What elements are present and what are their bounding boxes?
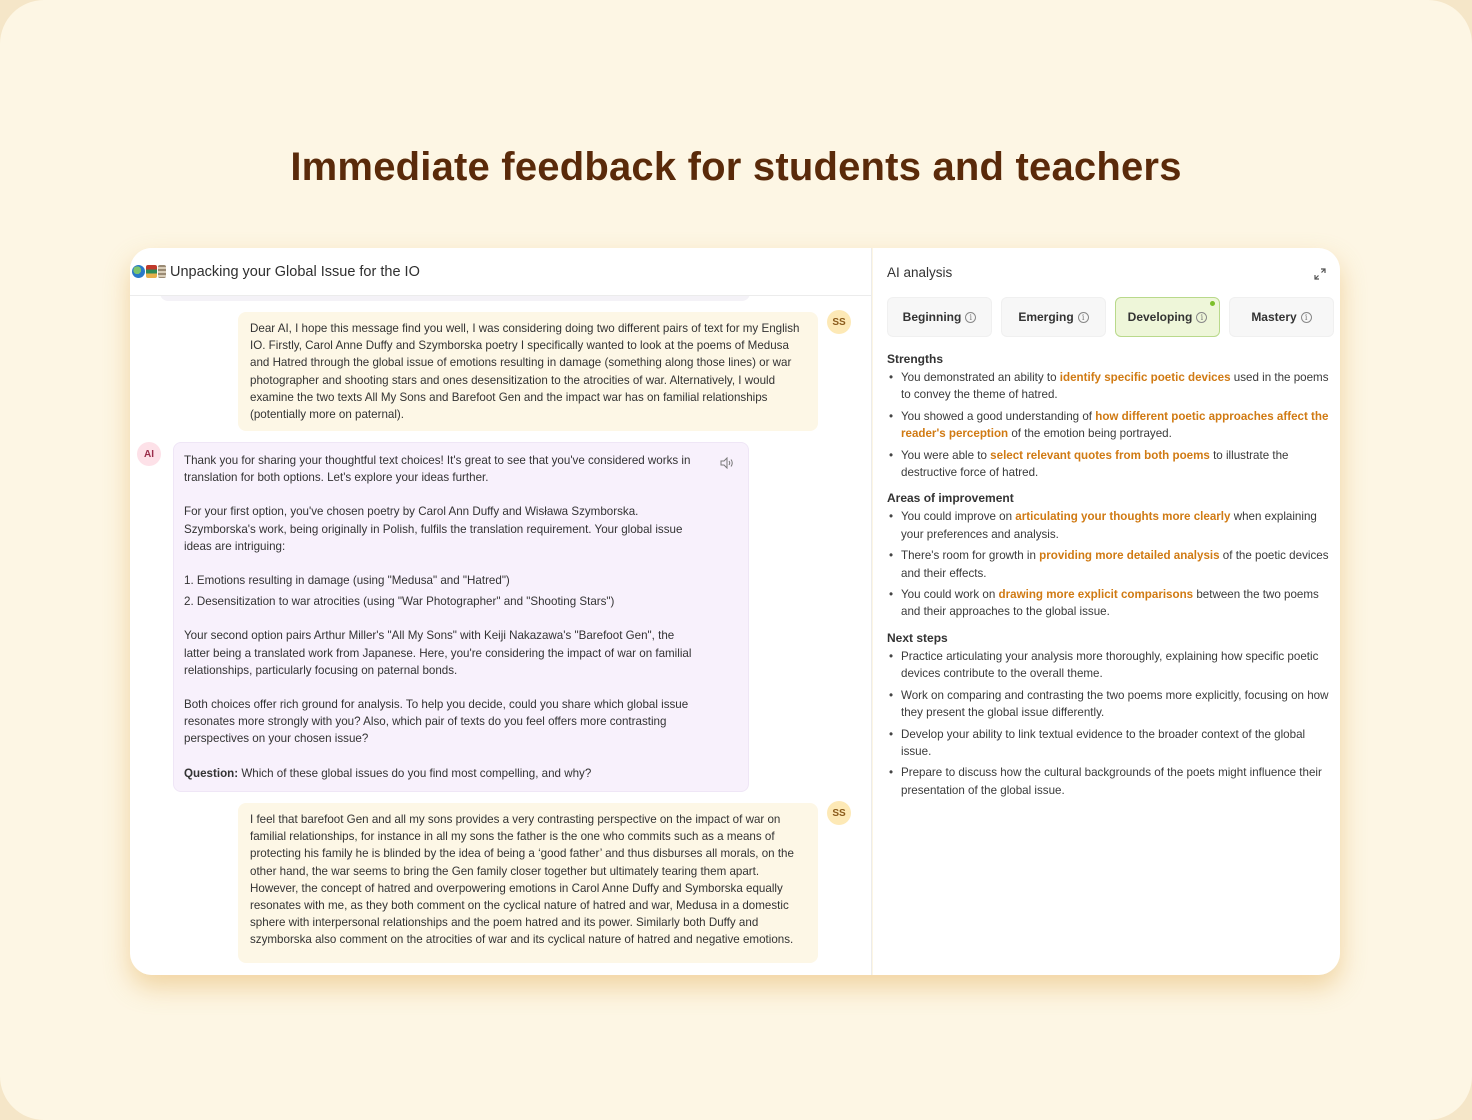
feedback-item [887,547,1333,582]
active-dot-icon [1210,301,1215,306]
feedback-list [887,648,1333,799]
feedback-item [887,447,1333,482]
ai-list-item: 2. Desensitization to war atrocities (using "War Photographer" and "Shooting Stars") [184,595,615,609]
highlighted-skill: select relevant quotes from both poems [990,448,1210,462]
user-message [238,312,818,431]
level-label: Emerging [1018,310,1074,324]
feedback-text: to illustrate the destructive force of hatred. [901,448,1289,480]
proficiency-levels [887,297,1334,337]
user-message [238,803,818,963]
ai-paragraph: For your first option, you've chosen poetry by Carol Ann Duffy and Wisława Szymborska. Szymborska's work, being originally in Polish, fulfils the translation requirement. Your global issue ideas are intriguing: [184,505,683,553]
feedback-text: Work on comparing and contrasting the two poems more explicitly, focusing on how they present the global issue differently. [901,688,1329,720]
feedback-text: Develop your ability to link textual evidence to the broader context of the global issue. [901,727,1306,758]
highlighted-skill: drawing more explicit comparisons [998,588,1194,602]
feedback-list [887,369,1333,481]
feedback-text: when explaining your preferences and analysis. [901,510,1317,541]
feedback-text: You were able to [901,448,991,462]
section-title: Next steps [887,630,948,645]
globe-icon [132,265,145,278]
section-title: Strengths [887,352,944,366]
highlighted-skill: articulating your thoughts more clearly [1015,510,1231,524]
feedback-item [887,508,1333,543]
level-beginning[interactable] [887,297,992,337]
info-icon[interactable]: i [1196,312,1207,323]
highlighted-skill: how different poetic approaches affect the reader's perception [901,409,1329,441]
feedback-text: Practice articulating your analysis more thoroughly, explaining how specific poetic devices contribute to the overall theme. [901,649,1319,681]
feedback-text: You showed a good understanding of [901,409,1096,423]
ai-message [173,442,749,792]
ai-paragraph: Thank you for sharing your thoughtful text choices! It's great to see that you've considered works in translation for both options. Let's explore your ideas further. [184,454,691,485]
feedback-section-areas-of-improvement [887,490,1333,620]
feedback-text: of the poetic devices and their effects. [901,549,1329,580]
question-label: Question: [184,766,239,780]
feedback-text: There's room for growth in [901,549,1040,563]
feedback-item [887,408,1333,443]
feedback-item [887,764,1333,799]
info-icon[interactable]: i [965,312,976,323]
feedback-text: between the two poems and their approaches to the global issue. [901,588,1319,619]
highlighted-skill: identify specific poetic devices [1059,371,1231,384]
books-icon [146,265,157,278]
feedback-text: Prepare to discuss how the cultural backgrounds of the poets might influence their presentation of the global issue. [901,766,1322,797]
feedback-item [887,648,1333,683]
chat-panel [130,248,872,975]
user-avatar: SS [827,310,851,334]
ai-question [184,765,694,782]
feedback-list [887,508,1333,620]
feedback-text: of the emotion being portrayed. [1008,427,1172,441]
ai-list-item: 1. Emotions resulting in damage (using "Medusa" and "Hatred") [184,574,510,588]
ai-paragraph: Both choices offer rich ground for analysis. To help you decide, could you share which global issue resonates more strongly with you? Also, which pair of texts do you feel offers more contrasting perspectives on your chosen issue? [184,698,689,746]
analysis-title: AI analysis [887,265,953,280]
message-text: Dear AI, I hope this message find you well, I was considering doing two different pairs of text for my English IO. Firstly, Carol Anne Duffy and Szymborska poetry I specifically wanted to look at the poems of Medusa and Hatred through the global issue of emotions resulting in damage (something along those lines) or war photographer and shooting stars and ones desensitization to the atrocities of war. Alternatively, I would examine the two texts All My Sons and Barefoot Gen and the impact war has on familial relationships (potentially more on paternal). [250,322,800,422]
feedback-text: You demonstrated an ability to [901,371,1060,384]
feedback-section-strengths [887,351,1333,481]
conversation-title: Unpacking your Global Issue for the IO [170,263,420,280]
ai-analysis-panel [873,248,1340,975]
feedback-text: You could improve on [901,510,1016,524]
feedback-item [887,586,1333,621]
question-text: Which of these global issues do you find most compelling, and why? [238,766,592,780]
level-developing[interactable] [1115,297,1220,337]
level-label: Developing [1127,310,1193,324]
level-label: Beginning [902,310,962,324]
user-avatar: SS [827,801,851,825]
info-icon[interactable]: i [1301,312,1312,323]
message-text: I feel that barefoot Gen and all my sons provides a very contrasting perspective on the impact of war on familial relationships, for instance in all my sons the father is the one who commits such as a means of protecting his family he is blinded by the idea of being a ‘good father’ and thus disburses all morals, on the other hand, the war seems to bring the Gen family closer together but ultimately tearing them apart. However, the concept of hatred and overpowering emotions in Carol Anne Duffy and Symborska equally resonates with me, as they both comment on the cyclical nature of hatred and war, Medusa in a domestic sphere with interpersonal relationships and the poem hatred and its power. Similarly both Duffy and szymborska also comment on the atrocities of war and its cyclical nature of hatred and negative emotions. [250,813,794,947]
ai-paragraph: Your second option pairs Arthur Miller's "All My Sons" with Keiji Nakazawa's "Barefoot Gen", the latter being a translated work from Japanese. Here, you're considering the impact of war on familial relationships, particularly focusing on paternal bonds. [184,629,692,677]
level-mastery[interactable] [1229,297,1334,337]
expand-icon[interactable] [1314,268,1326,280]
feedback-item [887,726,1333,761]
info-icon[interactable]: i [1078,312,1089,323]
feedback-item [887,369,1333,404]
level-emerging[interactable] [1001,297,1106,337]
chat-header [130,248,872,296]
ai-avatar: AI [137,442,161,466]
scroll-icon [158,265,166,278]
conversation-emojis [132,265,166,278]
level-label: Mastery [1251,310,1297,324]
highlighted-skill: providing more detailed analysis [1039,549,1220,563]
feedback-text: used in the poems to convey the theme of hatred. [901,371,1329,402]
section-title: Areas of improvement [887,491,1014,506]
speaker-icon[interactable] [720,457,734,469]
feedback-item [887,687,1333,722]
feedback-sections [887,351,1333,808]
feedback-section-next-steps [887,630,1333,799]
hero-title: Immediate feedback for students and teachers [290,145,1182,189]
feedback-text: You could work on [901,588,999,602]
